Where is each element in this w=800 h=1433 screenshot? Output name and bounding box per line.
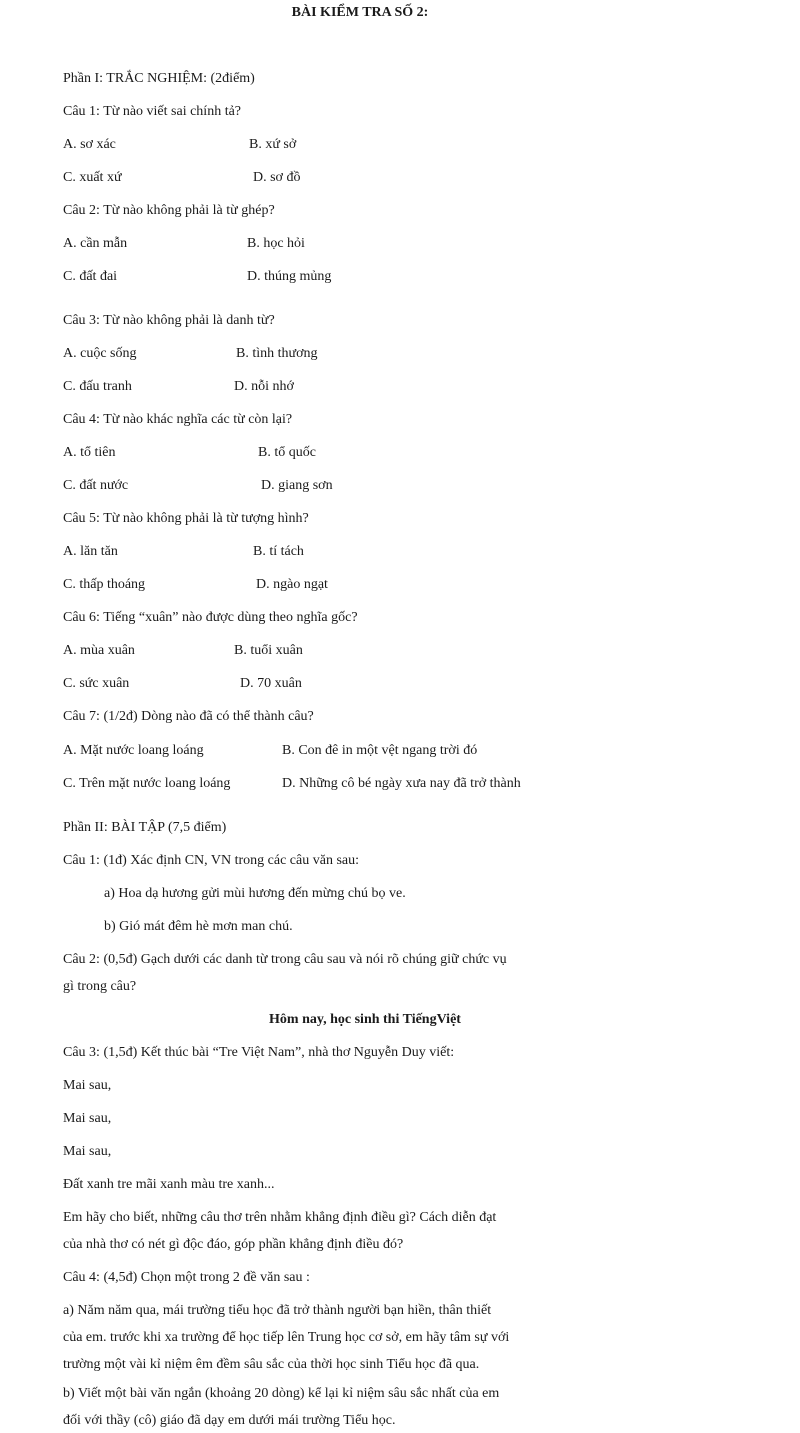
q4-option-d: D. giang sơn [261, 478, 333, 493]
q1-option-d: D. sơ đồ [253, 170, 301, 185]
q6-option-d: D. 70 xuân [240, 676, 302, 691]
question-3: Câu 3: Từ nào không phải là danh từ? [63, 313, 275, 328]
q1-option-a: A. sơ xác [63, 137, 116, 152]
poem-line-2: Mai sau, [63, 1111, 112, 1126]
q7-option-d: D. Những cô bé ngày xưa nay đã trở thành [282, 776, 521, 791]
q3-option-b: B. tình thương [236, 346, 318, 361]
page-title: BÀI KIỂM TRA SỐ 2: [291, 5, 429, 20]
q1-option-b: B. xứ sở [249, 137, 297, 152]
question-5: Câu 5: Từ nào không phải là từ tượng hình? [63, 511, 309, 526]
poem-line-1: Mai sau, [63, 1078, 112, 1093]
q4-topic-a-line1: a) Năm năm qua, mái trường tiểu học đã trở thành người bạn hiền, thân thiết [63, 1303, 492, 1318]
q6-option-a: A. mùa xuân [63, 643, 135, 658]
part2-q1-a: a) Hoa dạ hương gửi mùi hương đến mừng chú bọ ve. [104, 886, 406, 901]
part2-question-2-line1: Câu 2: (0,5đ) Gạch dưới các danh từ trong câu sau và nói rõ chúng giữ chức vụ [63, 952, 507, 967]
q7-option-b: B. Con đê in một vệt ngang trời đó [282, 743, 478, 758]
q5-option-b: B. tí tách [253, 544, 304, 559]
q7-option-c: C. Trên mặt nước loang loáng [63, 776, 231, 791]
q4-topic-a-line3: trường một vài kỉ niệm êm đềm sâu sắc của thời học sinh Tiểu học đã qua. [63, 1357, 480, 1372]
part2-question-2-line2: gì trong câu? [63, 979, 137, 994]
part2-q3-prompt-line1: Em hãy cho biết, những câu thơ trên nhằm khẳng định điều gì? Cách diễn đạt [63, 1210, 497, 1225]
question-4: Câu 4: Từ nào khác nghĩa các từ còn lại? [63, 412, 293, 427]
q5-option-c: C. thấp thoáng [63, 577, 146, 592]
question-6: Câu 6: Tiếng “xuân” nào được dùng theo nghĩa gốc? [63, 610, 358, 625]
q2-option-a: A. cần mẫn [63, 236, 128, 251]
q4-topic-a-line2: của em. trước khi xa trường để học tiếp lên Trung học cơ sở, em hãy tâm sự với [63, 1330, 510, 1345]
q5-option-d: D. ngào ngạt [256, 577, 328, 592]
q3-option-c: C. đấu tranh [63, 379, 132, 394]
q3-option-a: A. cuộc sống [63, 346, 137, 361]
q6-option-c: C. sức xuân [63, 676, 130, 691]
part2-question-4: Câu 4: (4,5đ) Chọn một trong 2 đề văn sau : [63, 1270, 310, 1285]
q5-option-a: A. lăn tăn [63, 544, 118, 559]
part2-heading: Phần II: BÀI TẬP (7,5 điểm) [63, 820, 227, 835]
q3-option-d: D. nỗi nhớ [234, 379, 294, 394]
q1-option-c: C. xuất xứ [63, 170, 122, 185]
question-1: Câu 1: Từ nào viết sai chính tả? [63, 104, 242, 119]
q4-option-b: B. tổ quốc [258, 445, 316, 460]
q4-option-a: A. tổ tiên [63, 445, 116, 460]
q2-option-b: B. học hỏi [247, 236, 305, 251]
q4-topic-b-line1: b) Viết một bài văn ngắn (khoảng 20 dòng) kể lại kỉ niệm sâu sắc nhất của em [63, 1386, 500, 1401]
part2-question-3: Câu 3: (1,5đ) Kết thúc bài “Tre Việt Nam”, nhà thơ Nguyễn Duy viết: [63, 1045, 455, 1060]
q6-option-b: B. tuổi xuân [234, 643, 303, 658]
q2-option-d: D. thúng mủng [247, 269, 332, 284]
q7-option-a: A. Mặt nước loang loáng [63, 743, 204, 758]
question-7: Câu 7: (1/2đ) Dòng nào đã có thể thành câu? [63, 709, 314, 724]
part1-heading: Phần I: TRẮC NGHIỆM: (2điểm) [63, 71, 255, 86]
question-2: Câu 2: Từ nào không phải là từ ghép? [63, 203, 275, 218]
part2-q3-prompt-line2: của nhà thơ có nét gì độc đáo, góp phần khẳng định điều đó? [63, 1237, 404, 1252]
poem-line-3: Mai sau, [63, 1144, 112, 1159]
part2-q2-sentence: Hôm nay, học sinh thi TiếngViệt [269, 1012, 461, 1027]
part2-q1-b: b) Gió mát đêm hè mơn man chú. [104, 919, 293, 934]
q2-option-c: C. đất đai [63, 269, 118, 284]
q4-option-c: C. đất nước [63, 478, 129, 493]
part2-question-1: Câu 1: (1đ) Xác định CN, VN trong các câu văn sau: [63, 853, 359, 868]
q4-topic-b-line2: đối với thầy (cô) giáo đã dạy em dưới mái trường Tiểu học. [63, 1413, 396, 1428]
poem-line-4: Đất xanh tre mãi xanh màu tre xanh... [63, 1177, 275, 1192]
